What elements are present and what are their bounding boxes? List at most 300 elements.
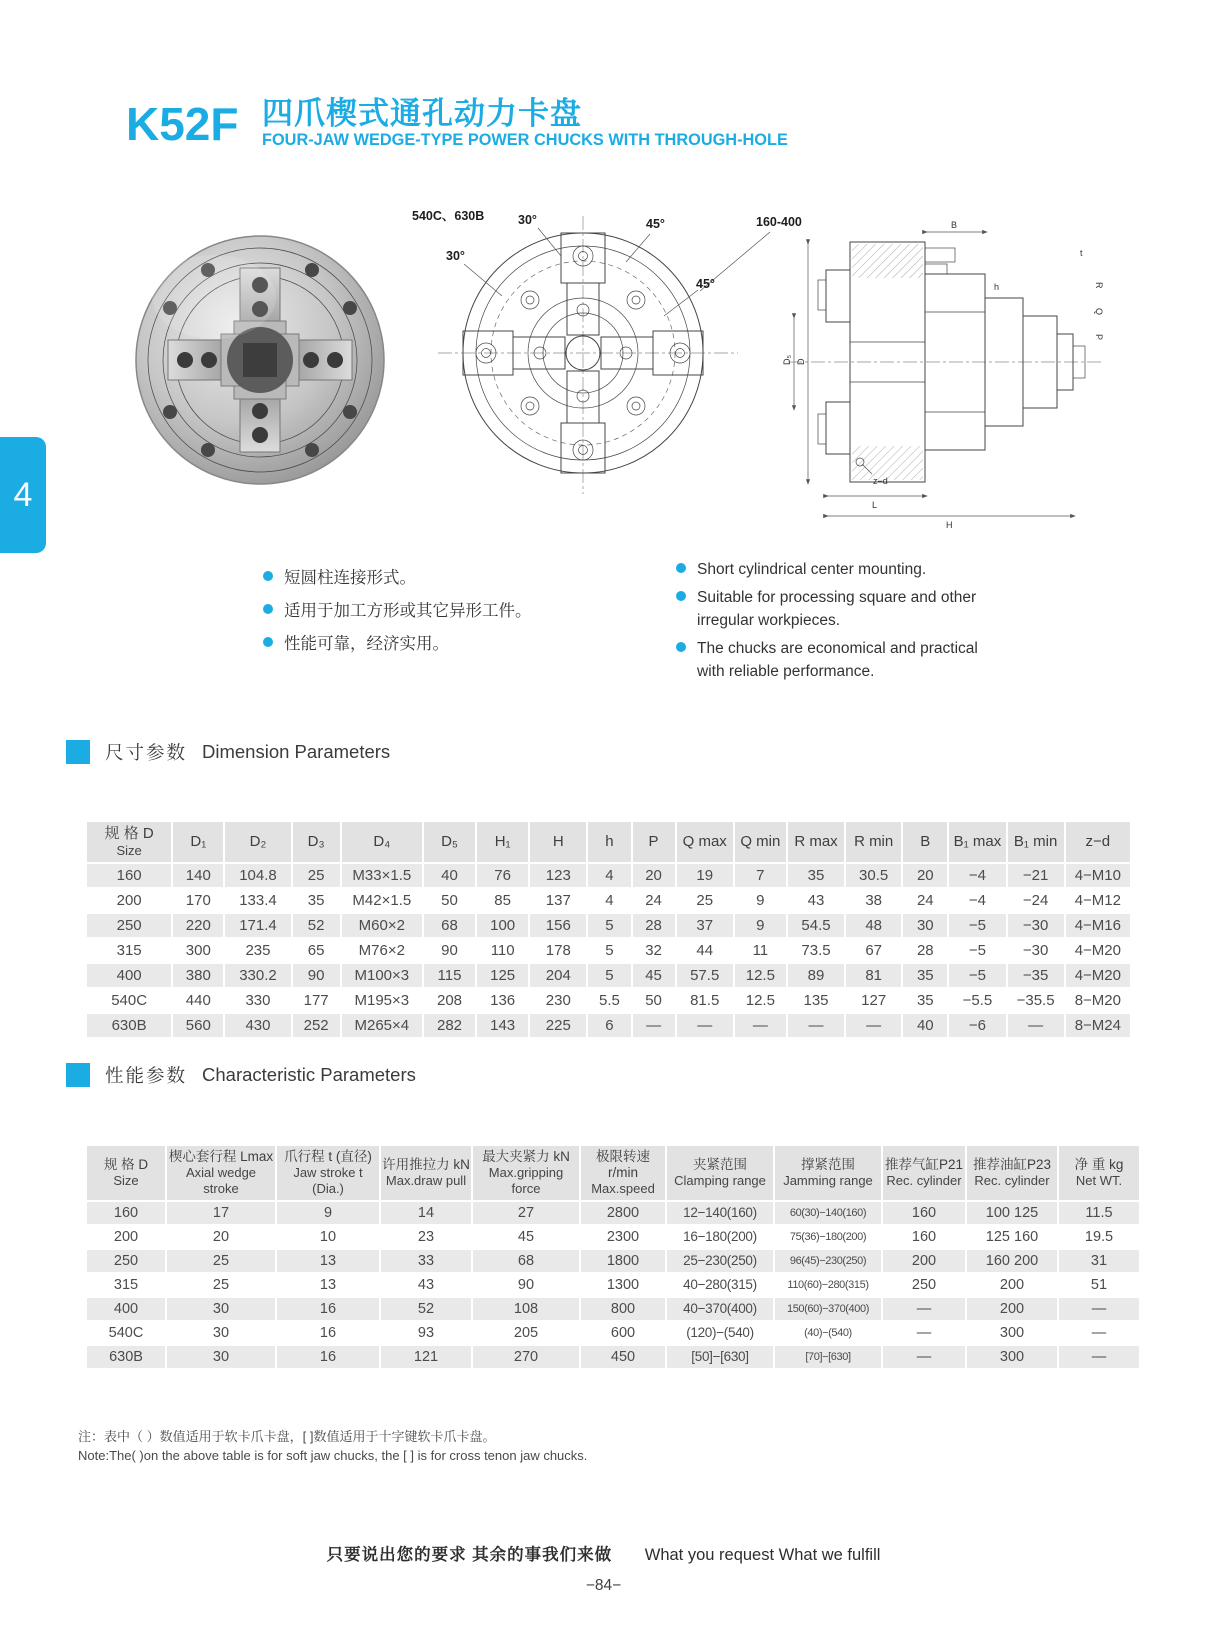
chuck-photo-image <box>122 205 398 511</box>
table-cell: M42×1.5 <box>342 889 422 912</box>
column-header: P <box>633 822 675 862</box>
column-header: 最大夹紧力 kN Max.gripping force <box>473 1146 579 1200</box>
table-cell: −30 <box>1008 939 1064 962</box>
header-row <box>87 1146 1139 1200</box>
table-row <box>87 1322 1139 1344</box>
table-cell: 4 <box>588 889 630 912</box>
table-cell: 133.4 <box>225 889 290 912</box>
table-cell: −4 <box>949 889 1005 912</box>
table-cell: 110(60)−280(315) <box>775 1274 881 1296</box>
dim-label: H <box>946 520 953 530</box>
table-cell: 23 <box>381 1226 471 1248</box>
column-header: B₁ min <box>1008 822 1064 862</box>
table-cell: 171.4 <box>225 914 290 937</box>
table-cell: 178 <box>530 939 586 962</box>
table-cell: 104.8 <box>225 864 290 887</box>
table-cell: 315 <box>87 939 171 962</box>
table-cell: 27 <box>473 1202 579 1224</box>
table-row <box>87 889 1130 912</box>
table-row <box>87 914 1130 937</box>
table-cell: 16 <box>277 1322 379 1344</box>
table-cell: 2300 <box>581 1226 665 1248</box>
table-cell: 450 <box>581 1346 665 1368</box>
table-cell: 14 <box>381 1202 471 1224</box>
table-cell: 30 <box>167 1322 275 1344</box>
column-header: 规 格 D Size <box>87 822 171 862</box>
table-cell: 52 <box>293 914 340 937</box>
table-cell: 85 <box>477 889 528 912</box>
table-cell: 20 <box>903 864 947 887</box>
table-cell: 4−M20 <box>1066 964 1130 987</box>
table-row <box>87 1298 1139 1320</box>
table-cell: 177 <box>293 989 340 1012</box>
table-cell: 2800 <box>581 1202 665 1224</box>
table-cell: 110 <box>477 939 528 962</box>
table-cell: 28 <box>903 939 947 962</box>
table-cell: 100 125 <box>967 1202 1057 1224</box>
table-cell: 4−M10 <box>1066 864 1130 887</box>
table-cell: 630B <box>87 1014 171 1037</box>
table-cell: 400 <box>87 1298 165 1320</box>
table-cell: 45 <box>473 1226 579 1248</box>
table-cell: 33 <box>381 1250 471 1272</box>
section-image <box>780 212 1110 542</box>
table-row <box>87 1226 1139 1248</box>
table-cell: 68 <box>424 914 475 937</box>
bullet-icon <box>263 637 273 647</box>
front-view-model-label: 540C、630B <box>412 209 485 223</box>
table-cell: 25 <box>167 1274 275 1296</box>
table-cell: — <box>788 1014 844 1037</box>
column-header: B <box>903 822 947 862</box>
table-cell: 40−370(400) <box>667 1298 773 1320</box>
table-cell: 31 <box>1059 1250 1139 1272</box>
feature-item <box>676 587 978 632</box>
table-cell: 160 <box>883 1202 965 1224</box>
table-cell: 150(60)−370(400) <box>775 1298 881 1320</box>
note-en: Note:The( )on the above table is for soft jaw chucks, the [ ] is for cross tenon jaw chucks. <box>78 1447 588 1463</box>
table-cell: 13 <box>277 1250 379 1272</box>
table-cell: 65 <box>293 939 340 962</box>
table-row <box>87 1250 1139 1272</box>
table-cell: — <box>883 1298 965 1320</box>
features-en <box>676 559 978 689</box>
feature-item <box>263 567 563 591</box>
table-cell: 225 <box>530 1014 586 1037</box>
chapter-tab <box>0 437 46 553</box>
front-view-drawing <box>398 198 818 505</box>
table-cell: 54.5 <box>788 914 844 937</box>
section-title-zh: 性能参数 <box>105 1065 188 1086</box>
table-cell: 250 <box>87 914 171 937</box>
table-cell: (40)−(540) <box>775 1322 881 1344</box>
dim-label: z−d <box>873 476 888 486</box>
table-cell: 25−230(250) <box>667 1250 773 1272</box>
table-cell: 35 <box>903 964 947 987</box>
table-cell: 25 <box>167 1250 275 1272</box>
table-cell: 40−280(315) <box>667 1274 773 1296</box>
table-cell: 235 <box>225 939 290 962</box>
table-cell: 160 200 <box>967 1250 1057 1272</box>
table-cell: 270 <box>473 1346 579 1368</box>
table-cell: — <box>1059 1346 1139 1368</box>
table-cell: 30 <box>903 914 947 937</box>
table-cell: 200 <box>87 889 171 912</box>
table-cell: −30 <box>1008 914 1064 937</box>
table-cell: 115 <box>424 964 475 987</box>
dim-label: t <box>1080 248 1083 258</box>
table-cell: — <box>883 1322 965 1344</box>
table-cell: 5 <box>588 914 630 937</box>
table-cell: 140 <box>173 864 223 887</box>
column-header: D₃ <box>293 822 340 862</box>
angle-label: 45° <box>696 277 715 291</box>
table-cell: 300 <box>173 939 223 962</box>
column-header: 许用推拉力 kN Max.draw pull <box>381 1146 471 1200</box>
table-cell: — <box>735 1014 786 1037</box>
table-cell: 4−M12 <box>1066 889 1130 912</box>
table-cell: 125 <box>477 964 528 987</box>
section-square-icon <box>66 740 90 764</box>
table-note <box>78 1428 587 1466</box>
table-cell: 73.5 <box>788 939 844 962</box>
bullet-icon <box>263 604 273 614</box>
table-cell: 125 160 <box>967 1226 1057 1248</box>
table-cell: 75(36)−180(200) <box>775 1226 881 1248</box>
dim-label: L <box>872 500 878 510</box>
column-header: R min <box>846 822 901 862</box>
table-cell: −4 <box>949 864 1005 887</box>
table-cell: 19.5 <box>1059 1226 1139 1248</box>
table-cell: 16 <box>277 1298 379 1320</box>
table-cell: 24 <box>903 889 947 912</box>
dim-label: h <box>994 282 1000 292</box>
table-cell: 143 <box>477 1014 528 1037</box>
section-square-icon <box>66 1063 90 1087</box>
table-row <box>87 1274 1139 1296</box>
table-cell: — <box>677 1014 733 1037</box>
column-header: 撑紧范围 Jamming range <box>775 1146 881 1200</box>
column-header: 净 重 kg Net WT. <box>1059 1146 1139 1200</box>
table-cell: 25 <box>293 864 340 887</box>
table-cell: M33×1.5 <box>342 864 422 887</box>
header-row <box>87 822 1130 862</box>
feature-item <box>263 633 563 657</box>
table-row <box>87 1202 1139 1224</box>
table-cell: 100 <box>477 914 528 937</box>
angle-label: 30° <box>446 249 465 263</box>
column-header: 爪行程 t (直径) Jaw stroke t (Dia.) <box>277 1146 379 1200</box>
table-cell: −5.5 <box>949 989 1005 1012</box>
page-title-en: FOUR-JAW WEDGE-TYPE POWER CHUCKS WITH THROUGH-HOLE <box>262 130 788 149</box>
table-cell: 200 <box>967 1274 1057 1296</box>
table-cell: 90 <box>473 1274 579 1296</box>
table-cell: 81 <box>846 964 901 987</box>
table-cell: 200 <box>883 1250 965 1272</box>
table-cell: [50]−[630] <box>667 1346 773 1368</box>
table-cell: 40 <box>903 1014 947 1037</box>
column-header: D₁ <box>173 822 223 862</box>
table-cell: −35.5 <box>1008 989 1064 1012</box>
table-cell: 330.2 <box>225 964 290 987</box>
dim-label: B <box>951 220 958 230</box>
table-cell: — <box>633 1014 675 1037</box>
table-cell: 35 <box>293 889 340 912</box>
column-header: h <box>588 822 630 862</box>
table-cell: 6 <box>588 1014 630 1037</box>
column-header: R max <box>788 822 844 862</box>
front-view-range-label: 160-400 <box>756 215 802 229</box>
table-cell: 400 <box>87 964 171 987</box>
table-cell: 315 <box>87 1274 165 1296</box>
table-cell: 204 <box>530 964 586 987</box>
table-cell: 60(30)−140(160) <box>775 1202 881 1224</box>
table-cell: −5 <box>949 914 1005 937</box>
section-title-en: Characteristic Parameters <box>202 1064 416 1085</box>
table-cell: 50 <box>633 989 675 1012</box>
table-cell: 600 <box>581 1322 665 1344</box>
table-cell: 40 <box>424 864 475 887</box>
table-cell: 220 <box>173 914 223 937</box>
dim-label: Q <box>1094 308 1104 316</box>
column-header: 推荐气缸P21 Rec. cylinder <box>883 1146 965 1200</box>
column-header: 极限转速 r/min Max.speed <box>581 1146 665 1200</box>
table-cell: 160 <box>883 1226 965 1248</box>
dim-label: D₅ <box>782 354 792 365</box>
table-cell: −5 <box>949 964 1005 987</box>
table-cell: [70]−[630] <box>775 1346 881 1368</box>
table-cell: 160 <box>87 864 171 887</box>
table-cell: 135 <box>788 989 844 1012</box>
table-cell: 1800 <box>581 1250 665 1272</box>
table-row <box>87 864 1130 887</box>
table-cell: 20 <box>633 864 675 887</box>
table-cell: 12−140(160) <box>667 1202 773 1224</box>
column-header: 规 格 D Size <box>87 1146 165 1200</box>
table-cell: M195×3 <box>342 989 422 1012</box>
table-cell: 51 <box>1059 1274 1139 1296</box>
table-cell: 30 <box>167 1298 275 1320</box>
table-cell: — <box>1008 1014 1064 1037</box>
page-title-zh: 四爪楔式通孔动力卡盘 <box>262 96 582 131</box>
table-cell: 4−M16 <box>1066 914 1130 937</box>
table-cell: 16−180(200) <box>667 1226 773 1248</box>
table-cell: 9 <box>735 914 786 937</box>
dimension-table <box>85 820 1132 1039</box>
footer-slogan-zh: 只要说出您的要求 其余的事我们来做 <box>326 1546 613 1564</box>
bullet-icon <box>676 563 686 573</box>
feature-text: Suitable for processing square and other irregular workpieces. <box>697 589 977 629</box>
table-cell: −6 <box>949 1014 1005 1037</box>
footer-slogan-en: What you request What we fulfill <box>644 1546 881 1564</box>
table-cell: 13 <box>277 1274 379 1296</box>
table-row <box>87 964 1130 987</box>
table-cell: −35 <box>1008 964 1064 987</box>
model-code: K52F <box>126 98 239 150</box>
table-cell: 68 <box>473 1250 579 1272</box>
table-cell: 440 <box>173 989 223 1012</box>
feature-text: 适用于加工方形或其它异形工件。 <box>284 601 532 620</box>
table-cell: M100×3 <box>342 964 422 987</box>
table-cell: 12.5 <box>735 989 786 1012</box>
column-header: 推荐油缸P23 Rec. cylinder <box>967 1146 1057 1200</box>
column-header: D₄ <box>342 822 422 862</box>
section-header-dimension <box>66 739 390 765</box>
chapter-number: 4 <box>13 475 33 514</box>
table-cell: 252 <box>293 1014 340 1037</box>
table-cell: 25 <box>677 889 733 912</box>
table-cell: 20 <box>167 1226 275 1248</box>
table-cell: M265×4 <box>342 1014 422 1037</box>
table-cell: 38 <box>846 889 901 912</box>
table-cell: 430 <box>225 1014 290 1037</box>
table-cell: 35 <box>903 989 947 1012</box>
table-cell: 90 <box>424 939 475 962</box>
feature-item <box>263 600 563 624</box>
table-cell: 208 <box>424 989 475 1012</box>
column-header: z−d <box>1066 822 1130 862</box>
table-cell: 4 <box>588 864 630 887</box>
table-cell: 24 <box>633 889 675 912</box>
table-cell: 8−M24 <box>1066 1014 1130 1037</box>
table-cell: 5 <box>588 939 630 962</box>
table-cell: 10 <box>277 1226 379 1248</box>
table-cell: 43 <box>788 889 844 912</box>
column-header: D₂ <box>225 822 290 862</box>
table-cell: 48 <box>846 914 901 937</box>
table-cell: 7 <box>735 864 786 887</box>
table-cell: 30.5 <box>846 864 901 887</box>
column-header: Q min <box>735 822 786 862</box>
column-header: H <box>530 822 586 862</box>
table-cell: 17 <box>167 1202 275 1224</box>
table-cell: 37 <box>677 914 733 937</box>
table-cell: 9 <box>277 1202 379 1224</box>
table-cell: 43 <box>381 1274 471 1296</box>
angle-label: 45° <box>646 217 665 231</box>
angle-label: 30° <box>518 213 537 227</box>
table-cell: 121 <box>381 1346 471 1368</box>
table-cell: 5.5 <box>588 989 630 1012</box>
table-cell: 282 <box>424 1014 475 1037</box>
table-cell: 205 <box>473 1322 579 1344</box>
table-cell: 4−M20 <box>1066 939 1130 962</box>
table-cell: 380 <box>173 964 223 987</box>
table-cell: 44 <box>677 939 733 962</box>
table-cell: 1300 <box>581 1274 665 1296</box>
table-cell: 90 <box>293 964 340 987</box>
table-cell: 57.5 <box>677 964 733 987</box>
table-cell: 800 <box>581 1298 665 1320</box>
table-cell: — <box>1059 1298 1139 1320</box>
table-cell: 32 <box>633 939 675 962</box>
table-cell: 250 <box>87 1250 165 1272</box>
table-cell: 5 <box>588 964 630 987</box>
table-cell: 540C <box>87 1322 165 1344</box>
table-cell: 300 <box>967 1322 1057 1344</box>
chuck-photo <box>122 205 398 516</box>
table-cell: 230 <box>530 989 586 1012</box>
feature-text: 短圆柱连接形式。 <box>284 569 416 587</box>
column-header: H₁ <box>477 822 528 862</box>
table-cell: 81.5 <box>677 989 733 1012</box>
feature-item <box>676 638 978 683</box>
table-cell: 540C <box>87 989 171 1012</box>
table-cell: 28 <box>633 914 675 937</box>
section-title-zh: 尺寸参数 <box>105 742 188 763</box>
table-cell: — <box>883 1346 965 1368</box>
table-row <box>87 989 1130 1012</box>
dim-label: R <box>1094 282 1104 289</box>
column-header: 楔心套行程 Lmax Axial wedge stroke <box>167 1146 275 1200</box>
table-cell: — <box>1059 1322 1139 1344</box>
table-cell: −5 <box>949 939 1005 962</box>
table-cell: 160 <box>87 1202 165 1224</box>
table-cell: 330 <box>225 989 290 1012</box>
table-cell: 89 <box>788 964 844 987</box>
footer-slogan <box>0 1541 1207 1565</box>
table-cell: 16 <box>277 1346 379 1368</box>
bullet-icon <box>676 591 686 601</box>
table-cell: M60×2 <box>342 914 422 937</box>
table-cell: 123 <box>530 864 586 887</box>
section-drawing <box>780 212 1110 547</box>
column-header: D₅ <box>424 822 475 862</box>
page-number: −84− <box>585 1577 622 1594</box>
table-cell: 93 <box>381 1322 471 1344</box>
feature-text: Short cylindrical center mounting. <box>697 561 927 578</box>
table-cell: 52 <box>381 1298 471 1320</box>
table-cell: — <box>846 1014 901 1037</box>
dim-label: D <box>796 358 806 365</box>
table-cell: 19 <box>677 864 733 887</box>
dim-label: P <box>1094 334 1104 341</box>
front-view-image <box>398 198 818 500</box>
table-row <box>87 1014 1130 1037</box>
table-cell: 8−M20 <box>1066 989 1130 1012</box>
bullet-icon <box>263 571 273 581</box>
table-cell: 156 <box>530 914 586 937</box>
dimension-lines <box>794 232 1073 516</box>
characteristic-table <box>85 1144 1141 1370</box>
section-header-characteristic <box>66 1062 416 1088</box>
table-cell: 96(45)−230(250) <box>775 1250 881 1272</box>
table-cell: 11.5 <box>1059 1202 1139 1224</box>
table-cell: 200 <box>967 1298 1057 1320</box>
column-header: Q max <box>677 822 733 862</box>
table-row <box>87 939 1130 962</box>
table-cell: −24 <box>1008 889 1064 912</box>
table-cell: 300 <box>967 1346 1057 1368</box>
column-header: B₁ max <box>949 822 1005 862</box>
table-cell: 136 <box>477 989 528 1012</box>
table-cell: 170 <box>173 889 223 912</box>
table-cell: 630B <box>87 1346 165 1368</box>
table-cell: 108 <box>473 1298 579 1320</box>
column-header: 夹紧范围 Clamping range <box>667 1146 773 1200</box>
table-cell: 200 <box>87 1226 165 1248</box>
table-cell: 560 <box>173 1014 223 1037</box>
table-cell: 12.5 <box>735 964 786 987</box>
table-cell: 250 <box>883 1274 965 1296</box>
table-cell: (120)−(540) <box>667 1322 773 1344</box>
table-cell: M76×2 <box>342 939 422 962</box>
note-zh: 注：表中（ ）数值适用于软卡爪卡盘，[ ]数值适用于十字键软卡爪卡盘。 <box>78 1429 496 1444</box>
table-cell: 11 <box>735 939 786 962</box>
features-zh <box>263 567 563 666</box>
table-cell: 67 <box>846 939 901 962</box>
table-cell: 50 <box>424 889 475 912</box>
